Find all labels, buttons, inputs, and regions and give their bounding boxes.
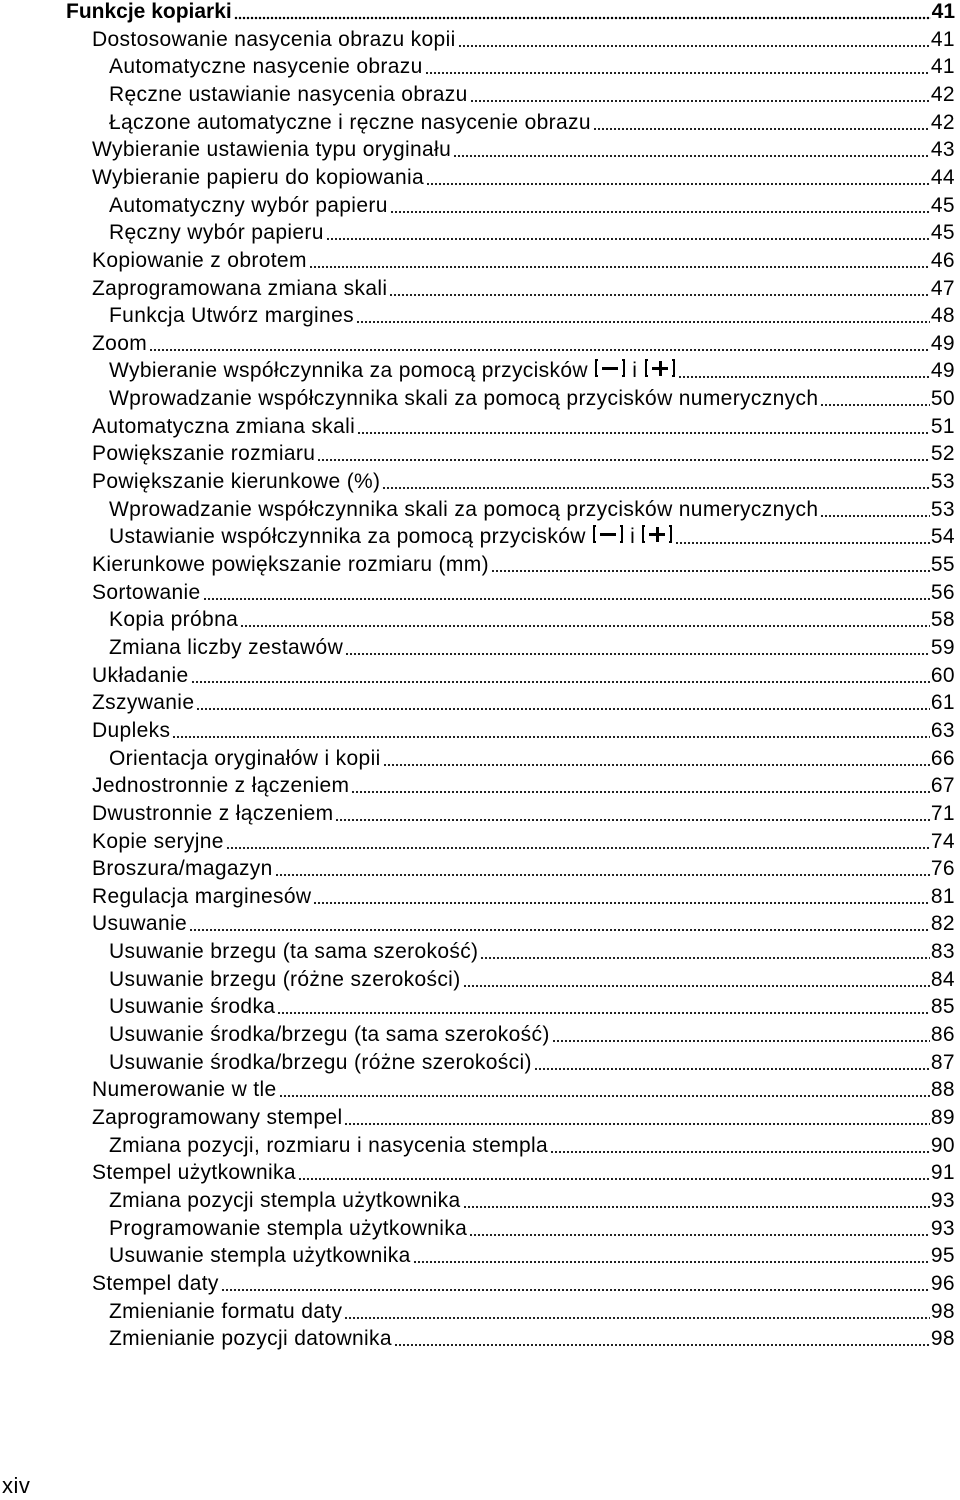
toc-page-number: 93 xyxy=(930,1188,955,1212)
toc-entry xyxy=(92,440,955,467)
toc-entry-title-text: Kopie seryjne xyxy=(92,829,224,853)
toc-page-number: 52 xyxy=(930,442,955,466)
toc-page-number: 44 xyxy=(930,165,955,189)
toc-page-number: 59 xyxy=(930,635,955,659)
toc-page-number: 55 xyxy=(930,553,955,576)
toc-page-number: 50 xyxy=(930,387,955,411)
dot-leader xyxy=(345,652,930,656)
toc-entry xyxy=(109,81,955,108)
dot-leader xyxy=(317,458,930,462)
toc-entry xyxy=(92,689,955,716)
dot-leader xyxy=(226,846,930,850)
toc-entry-title-text: Ręczne ustawianie nasycenia obrazu xyxy=(109,82,468,106)
toc-entry-title-text: Stempel użytkownika xyxy=(92,1161,296,1185)
dot-leader xyxy=(196,707,929,711)
minus-key-icon xyxy=(592,524,624,544)
toc-entry xyxy=(92,828,955,855)
toc-entry-title-text: Funkcje kopiarki xyxy=(66,0,232,23)
toc-entry xyxy=(92,551,955,578)
toc-entry-title-text: Automatyczne nasycenie obrazu xyxy=(109,55,423,79)
toc-entry xyxy=(92,772,955,799)
toc-entry-title-text: Ustawianie współczynnika za pomocą przycisków xyxy=(109,525,586,549)
dot-leader xyxy=(820,514,929,518)
dot-leader xyxy=(458,44,930,48)
toc-entry-title xyxy=(109,497,818,523)
dot-leader xyxy=(413,1260,930,1264)
toc-entry-title-text: Regulacja marginesów xyxy=(92,884,312,908)
toc-page-number: 53 xyxy=(930,470,955,494)
toc-entry xyxy=(109,219,955,246)
toc-entry-title xyxy=(92,276,387,302)
toc-page-number: 81 xyxy=(930,884,955,908)
toc-page-number: 88 xyxy=(930,1078,955,1102)
toc-entry-title-text: Broszura/magazyn xyxy=(92,857,273,881)
toc-page-number: 83 xyxy=(930,940,955,964)
toc-entry-title-text: Usuwanie brzegu (ta sama szerokość) xyxy=(109,940,479,964)
toc-page-number: 58 xyxy=(930,608,955,632)
toc-entry xyxy=(109,302,955,329)
toc-page-number: 95 xyxy=(930,1244,955,1268)
toc-entry-title xyxy=(92,441,315,467)
toc-entry-title-text: Dupleks xyxy=(92,718,171,742)
toc-entry-title-text: Wprowadzanie współczynnika skali za pomocą przycisków numerycznych xyxy=(109,497,819,521)
toc-entry-title xyxy=(109,1299,342,1325)
toc-entry-title xyxy=(109,967,461,993)
toc-entry-title-text: Automatyczna zmiana skali xyxy=(92,414,356,438)
toc-page-number: 41 xyxy=(930,27,955,51)
toc-entry xyxy=(92,136,955,163)
toc-entry-title xyxy=(109,635,343,661)
dot-leader xyxy=(149,348,930,352)
toc-entry xyxy=(92,855,955,882)
toc-entry-title xyxy=(66,0,232,25)
dot-leader xyxy=(309,265,930,269)
toc-entry-title xyxy=(109,524,673,550)
toc-entry-title-text: Zmienianie pozycji datownika xyxy=(109,1327,392,1351)
toc-entry-title-text: Dostosowanie nasycenia obrazu kopii xyxy=(92,27,456,51)
toc-entry-title xyxy=(109,303,354,329)
toc-entry xyxy=(109,385,955,412)
toc-entry-title-text: Programowanie stempla użytkownika xyxy=(109,1216,468,1240)
toc-entry xyxy=(92,413,955,440)
toc-entry xyxy=(109,1325,955,1352)
dot-leader xyxy=(426,182,930,186)
toc-entry-title xyxy=(92,690,194,716)
dot-leader xyxy=(344,1122,929,1126)
toc-page-number: 49 xyxy=(930,359,955,383)
dot-leader xyxy=(335,818,929,822)
toc-entry xyxy=(92,717,955,744)
toc-entry-title xyxy=(92,856,273,882)
toc-page-number: 45 xyxy=(930,193,955,217)
toc-entry-title xyxy=(109,939,478,965)
toc-entry-title-text: Zmiana pozycji stempla użytkownika xyxy=(109,1188,461,1212)
toc-entry xyxy=(109,1187,955,1214)
toc-entry-title xyxy=(92,663,189,689)
key-joiner: i xyxy=(632,359,638,383)
dot-leader xyxy=(234,16,931,20)
dot-leader xyxy=(298,1177,930,1181)
toc-entry-title-text: Łączone automatyczne i ręczne nasycenie obrazu xyxy=(109,110,591,134)
toc-page-number: 93 xyxy=(930,1216,955,1240)
dot-leader xyxy=(277,1011,929,1015)
dot-leader xyxy=(463,984,930,988)
dot-leader xyxy=(394,1343,930,1347)
toc-entry-title-text: Automatyczny wybór papieru xyxy=(109,193,388,217)
toc-entry-title-text: Wybieranie papieru do kopiowania xyxy=(92,165,425,189)
toc-entry xyxy=(109,1049,955,1076)
toc-entry xyxy=(109,1132,955,1159)
toc-page-number: 96 xyxy=(930,1271,955,1295)
toc-page-number: 43 xyxy=(930,138,955,162)
toc-entry-title-text: Ręczny wybór papieru xyxy=(109,221,324,245)
dot-leader xyxy=(425,71,930,75)
toc-entry-title-text: Kopiowanie z obrotem xyxy=(92,248,307,272)
dot-leader xyxy=(356,320,930,324)
toc-entry-title-text: Układanie xyxy=(92,663,189,687)
toc-entry-title-text: Usuwanie środka/brzegu (ta sama szerokość) xyxy=(109,1023,550,1047)
toc-entry xyxy=(109,606,955,633)
toc-entry-title-text: Jednostronnie z łączeniem xyxy=(92,774,350,798)
toc-entry xyxy=(109,993,955,1020)
toc-entry-title xyxy=(92,829,224,855)
toc-entry xyxy=(92,1104,955,1131)
dot-leader xyxy=(678,375,930,379)
dot-leader xyxy=(389,293,929,297)
toc-entry-title xyxy=(109,994,275,1020)
toc-entry-title-text: Zmienianie formatu daty xyxy=(109,1299,343,1323)
toc-entry-title xyxy=(92,801,333,827)
toc-entry-title xyxy=(92,27,456,53)
dot-leader xyxy=(191,680,930,684)
key-joiner: i xyxy=(630,525,636,549)
toc-entry-title-text: Kopia próbna xyxy=(109,608,239,632)
toc-entry-title-text: Usuwanie brzegu (różne szerokości) xyxy=(109,967,461,991)
toc-entry-title-text: Wybieranie ustawienia typu oryginału xyxy=(92,138,452,162)
toc-entry xyxy=(109,523,955,550)
toc-entry-title xyxy=(92,414,355,440)
dot-leader xyxy=(382,486,929,490)
toc-page-number: 71 xyxy=(930,801,955,825)
toc-entry xyxy=(92,1076,955,1103)
dot-leader xyxy=(357,431,930,435)
toc-entry xyxy=(92,1270,955,1297)
dot-leader xyxy=(491,569,930,573)
toc-entry-title-text: Wprowadzanie współczynnika skali za pomocą przycisków numerycznych xyxy=(109,387,819,411)
toc-page-number: 76 xyxy=(930,857,955,881)
toc-page-number: 41 xyxy=(930,55,955,79)
toc-entry-title-text: Orientacja oryginałów i kopii xyxy=(109,746,381,770)
toc-page-number: 51 xyxy=(930,414,955,438)
toc-entry-title xyxy=(109,1243,411,1269)
toc-entry xyxy=(92,247,955,274)
toc-page-number: 67 xyxy=(930,774,955,798)
dot-leader xyxy=(189,928,930,932)
toc-entry xyxy=(109,109,955,136)
toc-entry xyxy=(109,1215,955,1242)
toc-entry-title xyxy=(109,358,676,384)
toc-entry-title-text: Zszywanie xyxy=(92,691,195,715)
toc-entry-title xyxy=(109,1326,392,1352)
plus-key-icon xyxy=(644,358,676,378)
toc-entry xyxy=(92,330,955,357)
toc-entry-title-text: Dwustronnie z łączeniem xyxy=(92,801,334,825)
toc-entry-title xyxy=(109,1022,550,1048)
toc-entry-title-text: Wybieranie współczynnika za pomocą przycisków xyxy=(109,359,588,383)
toc-entry-title-text: Usuwanie środka/brzegu (różne szerokości) xyxy=(109,1050,532,1074)
toc-page-number: 87 xyxy=(930,1050,955,1074)
toc-page-number: 46 xyxy=(930,248,955,272)
toc-page-number: 90 xyxy=(930,1133,955,1157)
toc-entry-title xyxy=(109,1188,461,1214)
toc-entry xyxy=(92,26,955,53)
dot-leader xyxy=(203,597,930,601)
toc-entry xyxy=(92,883,955,910)
dot-leader xyxy=(480,956,929,960)
toc-entry xyxy=(109,1021,955,1048)
toc-chapter-entry xyxy=(66,0,955,25)
toc-page-number: 60 xyxy=(930,663,955,687)
toc-entry-title xyxy=(92,1105,342,1131)
toc-page-number: 42 xyxy=(930,82,955,106)
toc-page-number: 98 xyxy=(930,1299,955,1323)
toc-page-number: 91 xyxy=(930,1161,955,1185)
toc-page-number: 41 xyxy=(931,0,955,23)
toc-page-number: 48 xyxy=(930,304,955,328)
toc-entry-title xyxy=(92,911,187,937)
toc-page-number: 54 xyxy=(930,525,955,549)
toc-entry xyxy=(109,357,955,384)
toc-entry xyxy=(109,938,955,965)
toc-page-number: 85 xyxy=(930,995,955,1019)
toc-page-number: 49 xyxy=(930,331,955,355)
toc-entry-title-text: Powiększanie rozmiaru xyxy=(92,442,316,466)
toc-entry xyxy=(92,662,955,689)
toc-entry-title-text: Stempel daty xyxy=(92,1271,219,1295)
toc-page-number: 89 xyxy=(930,1106,955,1129)
toc-entry-title xyxy=(109,1216,467,1242)
toc-entry xyxy=(92,910,955,937)
toc-entry xyxy=(109,745,955,772)
dot-leader xyxy=(240,624,930,628)
dot-leader xyxy=(593,127,930,131)
toc-entry-title xyxy=(92,331,147,357)
toc-entry xyxy=(109,1242,955,1269)
dot-leader xyxy=(172,735,930,739)
dot-leader xyxy=(221,1288,930,1292)
toc-entry xyxy=(109,192,955,219)
toc-entry-title xyxy=(109,1050,532,1076)
toc-entry-title xyxy=(109,82,468,108)
dot-leader xyxy=(279,1094,930,1098)
dot-leader xyxy=(453,154,930,158)
toc-entry-title xyxy=(109,220,324,246)
dot-leader xyxy=(470,99,930,103)
toc-entry-title xyxy=(92,1160,296,1186)
toc-entry-title-text: Usuwanie xyxy=(92,912,188,936)
toc-entry-title xyxy=(92,165,424,191)
dot-leader xyxy=(820,403,929,407)
dot-leader xyxy=(351,790,929,794)
dot-leader xyxy=(675,541,929,545)
toc-entry xyxy=(92,1159,955,1186)
toc-entry-title-text: Powiększanie kierunkowe (%) xyxy=(92,470,381,494)
toc-entry-title-text: Zmiana pozycji, rozmiaru i nasycenia stempla xyxy=(109,1133,549,1157)
toc-entry-title xyxy=(109,746,381,772)
toc-page-number: 98 xyxy=(930,1327,955,1351)
dot-leader xyxy=(383,763,930,767)
dot-leader xyxy=(463,1205,930,1209)
toc-entry-title-text: Zaprogramowany stempel xyxy=(92,1106,343,1129)
toc-entry-title xyxy=(92,1271,219,1297)
dot-leader xyxy=(275,873,930,877)
toc-entry-title xyxy=(92,773,349,799)
toc-entry-title-text: Zaprogramowana zmiana skali xyxy=(92,276,388,300)
toc-page-number: 42 xyxy=(930,110,955,134)
toc-page-number: 45 xyxy=(930,221,955,245)
toc-page-number: 74 xyxy=(930,829,955,853)
toc-page-number: 66 xyxy=(930,746,955,770)
toc-entry xyxy=(109,634,955,661)
toc-entry xyxy=(92,275,955,302)
toc-page-number: 63 xyxy=(930,718,955,742)
dot-leader xyxy=(534,1067,930,1071)
toc-entry-title xyxy=(109,607,238,633)
toc-entry-title xyxy=(92,137,451,163)
toc-entry-title xyxy=(109,110,591,136)
dot-leader xyxy=(313,901,929,905)
toc-entry-title xyxy=(109,1133,548,1159)
toc-entry xyxy=(92,579,955,606)
toc-entry-title xyxy=(92,580,201,606)
toc-page-number: 47 xyxy=(930,276,955,300)
toc-entry-title-text: Numerowanie w tle xyxy=(92,1078,277,1102)
toc-entry xyxy=(92,800,955,827)
dot-leader xyxy=(390,210,930,214)
toc-page-number: 53 xyxy=(930,497,955,521)
toc-page-number: 82 xyxy=(930,912,955,936)
toc-entry xyxy=(109,53,955,80)
toc-entry-title xyxy=(92,469,380,495)
toc-entry-title-text: Usuwanie stempla użytkownika xyxy=(109,1244,411,1268)
toc-entry-title-text: Zoom xyxy=(92,331,148,355)
toc-entry-title xyxy=(92,248,307,274)
toc-entry-title xyxy=(92,552,489,578)
toc-entry-title xyxy=(109,54,423,80)
toc-entry-title-text: Kierunkowe powiększanie rozmiaru (mm) xyxy=(92,553,489,576)
toc-entry xyxy=(109,966,955,993)
toc-entry xyxy=(92,468,955,495)
toc-entry-title xyxy=(92,884,311,910)
plus-key-icon xyxy=(641,524,673,544)
toc-entry-title-text: Sortowanie xyxy=(92,580,201,604)
toc-page-number: 84 xyxy=(930,967,955,991)
dot-leader xyxy=(469,1233,930,1237)
toc-entry-title xyxy=(109,193,388,219)
toc-page-number: 61 xyxy=(930,691,955,715)
toc-entry-title xyxy=(92,718,170,744)
toc-entry-title-text: Zmiana liczby zestawów xyxy=(109,635,344,659)
dot-leader xyxy=(326,237,930,241)
dot-leader xyxy=(550,1150,930,1154)
toc-entry-title-text: Usuwanie środka xyxy=(109,995,276,1019)
dot-leader xyxy=(344,1316,930,1320)
toc-entry xyxy=(92,164,955,191)
toc-entry xyxy=(109,1298,955,1325)
page-number: xiv xyxy=(2,1473,31,1498)
toc-entry-title-text: Funkcja Utwórz margines xyxy=(109,304,354,328)
toc-entry-title xyxy=(109,386,818,412)
toc-page-number: 86 xyxy=(930,1023,955,1047)
minus-key-icon xyxy=(594,358,626,378)
toc-entry-title xyxy=(92,1077,277,1103)
toc-entry xyxy=(109,496,955,523)
dot-leader xyxy=(552,1039,930,1043)
toc-page-number: 56 xyxy=(930,580,955,604)
